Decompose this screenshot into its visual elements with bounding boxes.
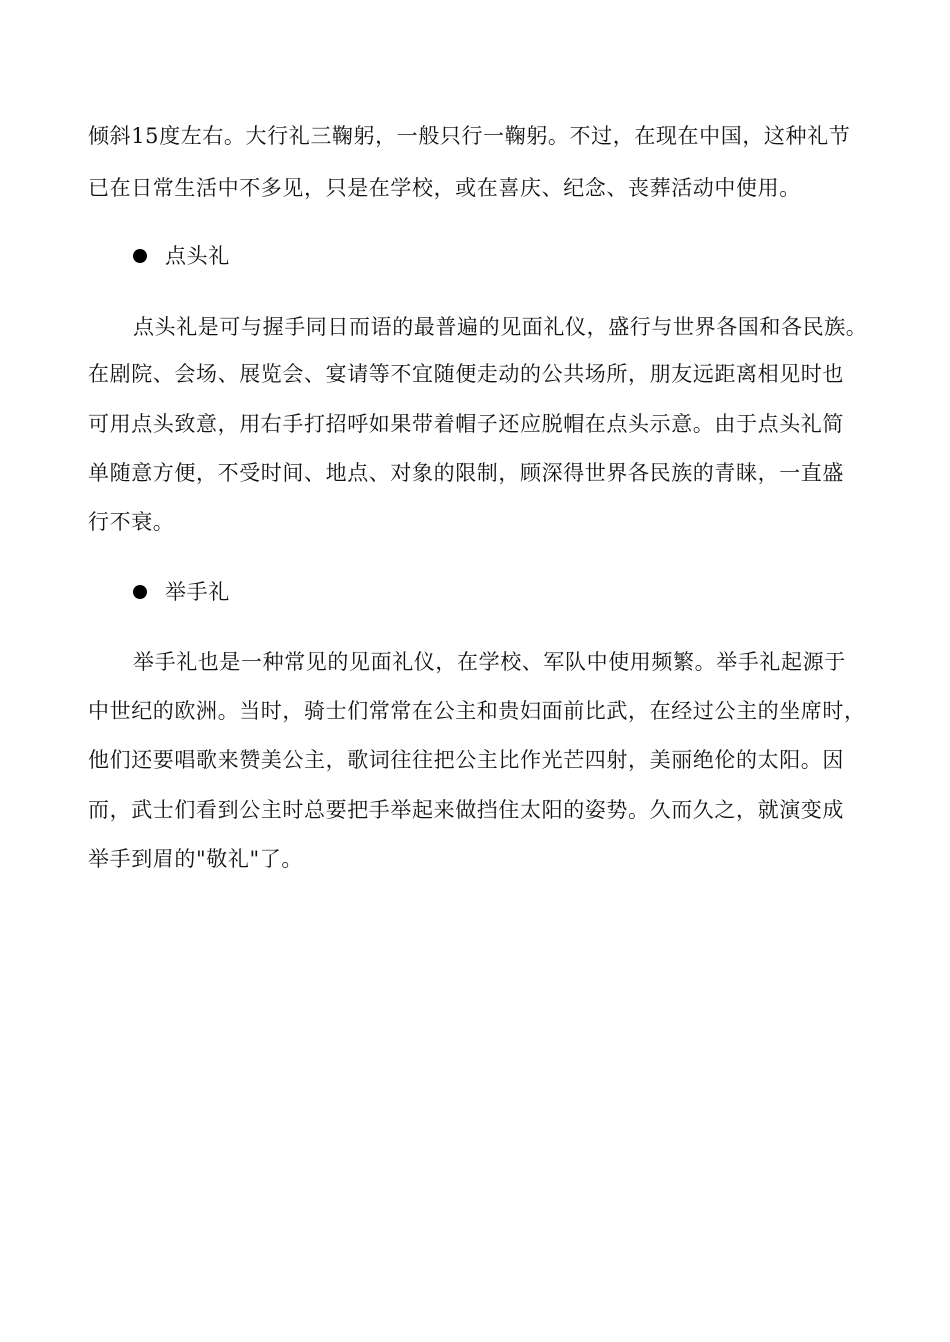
- section-heading-salute: [133, 578, 230, 606]
- section-heading-nod: [133, 242, 230, 270]
- paragraph-line: 单随意方便，不受时间、地点、对象的限制，顾深得世界各民族的青睐，一直盛: [88, 461, 844, 485]
- paragraph-line: 点头礼是可与握手同日而语的最普遍的见面礼仪，盛行与世界各国和各民族。: [133, 315, 868, 339]
- paragraph-line: 他们还要唱歌来赞美公主，歌词往往把公主比作光芒四射，美丽绝伦的太阳。因: [88, 748, 844, 772]
- paragraph-line: 而，武士们看到公主时总要把手举起来做挡住太阳的姿势。久而久之，就演变成: [88, 798, 844, 822]
- paragraph-line: 在剧院、会场、展览会、宴请等不宜随便走动的公共场所，朋友远距离相见时也: [88, 362, 844, 386]
- paragraph-line: 倾斜15度左右。大行礼三鞠躬，一般只行一鞠躬。不过，在现在中国，这种礼节: [88, 124, 851, 148]
- paragraph-line: 中世纪的欧洲。当时，骑士们常常在公主和贵妇面前比武，在经过公主的坐席时，: [88, 699, 866, 723]
- bullet-icon: [133, 249, 147, 263]
- paragraph-line: 举手到眉的"敬礼"了。: [88, 847, 303, 871]
- paragraph-line: 行不衰。: [88, 510, 175, 534]
- bullet-icon: [133, 585, 147, 599]
- paragraph-line: 可用点头致意，用右手打招呼如果带着帽子还应脱帽在点头示意。由于点头礼简: [88, 412, 844, 436]
- section-heading-text: 举手礼: [165, 580, 230, 604]
- paragraph-line: 举手礼也是一种常见的见面礼仪，在学校、军队中使用频繁。举手礼起源于: [133, 650, 846, 674]
- section-heading-text: 点头礼: [165, 244, 230, 268]
- paragraph-line: 已在日常生活中不多见，只是在学校，或在喜庆、纪念、丧葬活动中使用。: [88, 176, 801, 200]
